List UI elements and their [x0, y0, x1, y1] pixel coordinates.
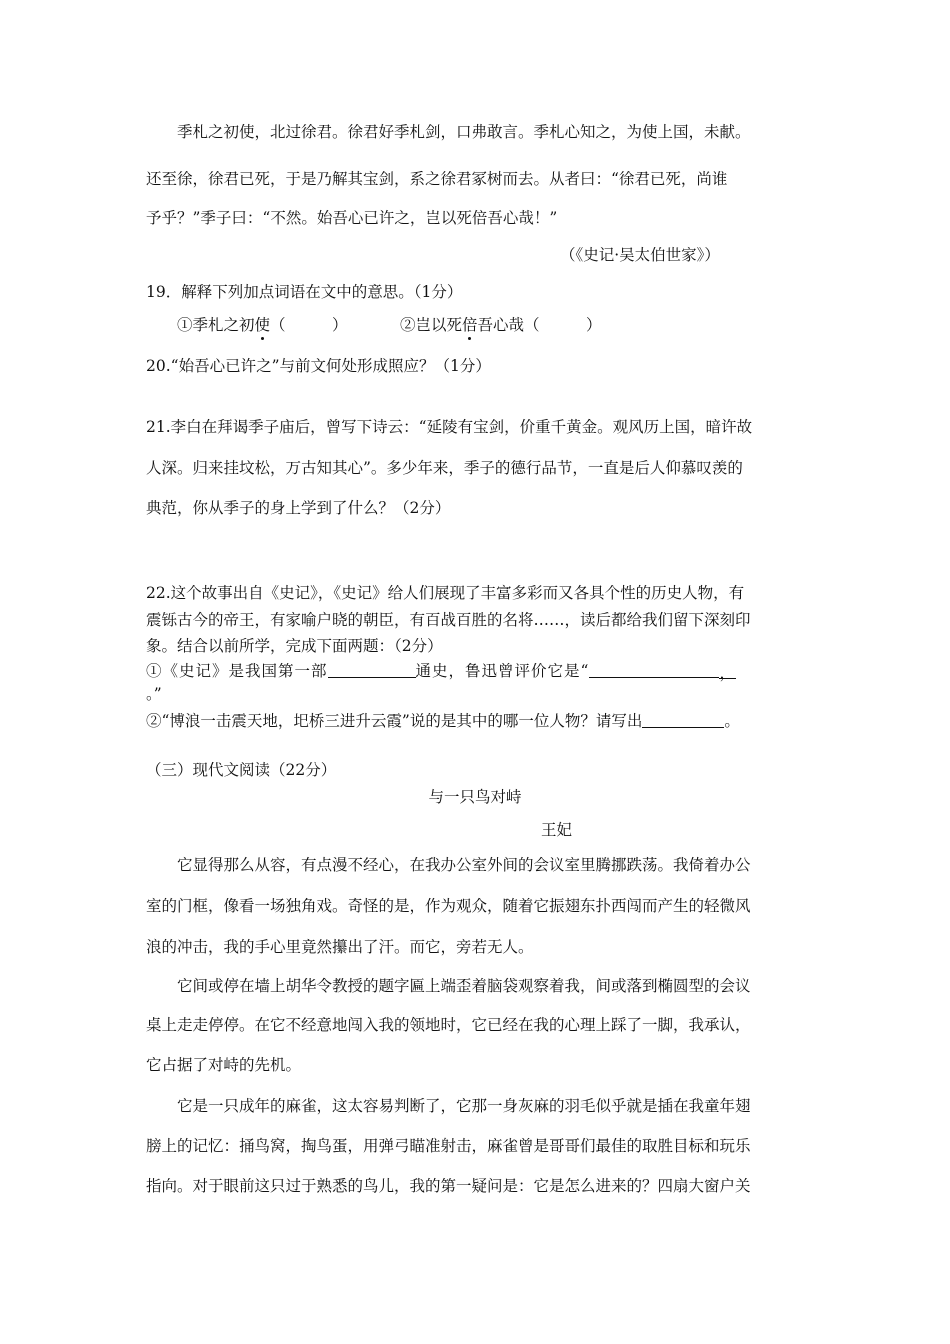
q22-item-2-blank[interactable]	[642, 712, 724, 728]
passage-source: （《史记·吴太伯世家》）	[560, 246, 720, 264]
q21-line-3: 典范，你从季子的身上学到了什么？（2分）	[146, 499, 451, 517]
q21-line-2: 人深。归来挂坟松，万古知其心”。多少年来，季子的德行品节，一直是后人仰慕叹羡的	[146, 459, 743, 477]
q22-line-1: 22.这个故事出自《史记》，《史记》给人们展现了丰富多彩而又各具个性的历史人物，有	[146, 584, 745, 602]
q22-item-1	[146, 661, 736, 681]
article-title: 与一只鸟对峙	[428, 788, 522, 806]
q21-line-1: 21.李白在拜谒季子庙后，曾写下诗云：“延陵有宝剑，价重千黄金。观风历上国，暗许故	[146, 418, 753, 436]
q19-item-1-dotted-word: 使	[254, 316, 271, 334]
q19-item-2-dotted-word: 倍	[462, 316, 478, 334]
q22-line-3: 象。结合以前所学，完成下面两题：（2分）	[146, 637, 443, 655]
q22-item-1-text-b: 通史，鲁迅曾评价它是“	[415, 662, 590, 680]
q19-item-2-text-rest: 吾心哉	[477, 316, 525, 334]
q22-line-2: 震铄古今的帝王，有家喻户晓的朝臣，有百战百胜的名将……，读后都给我们留下深刻印	[146, 611, 751, 629]
article-line-6: 它占据了对峙的先机。	[146, 1056, 302, 1074]
article-line-9: 指向。对于眼前这只过于熟悉的鸟儿，我的第一疑问是：它是怎么进来的？四扇大窗户关	[146, 1177, 751, 1195]
passage-line-1: 季札之初使，北过徐君。徐君好季札剑，口弗敢言。季札心知之，为使上国，未献。	[177, 123, 751, 141]
q19-item-2-answer-paren: （ ）	[524, 316, 602, 334]
q19-item-1-answer-paren: （ ）	[270, 316, 348, 334]
q22-item-1-blank-1[interactable]	[328, 662, 416, 678]
article-line-2: 室的门框，像看一场独角戏。奇怪的是，作为观众，随着它振翅东扑西闯而产生的轻微风	[146, 897, 751, 915]
q19-item-2-text: ②岂以死	[400, 316, 463, 334]
passage-line-3: 予乎？”季子曰：“不然。始吾心已许之，岂以死倍吾心哉！”	[146, 209, 558, 227]
q22-item-1-comma: ，	[719, 664, 736, 682]
q22-item-1-end: 。”	[146, 685, 162, 703]
q22-item-2-end: 。	[724, 712, 740, 730]
q19-stem: 19．解释下列加点词语在文中的意思。（1分）	[146, 283, 463, 301]
article-line-5: 桌上走走停停。在它不经意地闯入我的领地时，它已经在我的心理上踩了一脚，我承认，	[146, 1016, 751, 1034]
q19-item-2	[400, 315, 602, 335]
article-line-7: 它是一只成年的麻雀，这太容易判断了，它那一身灰麻的羽毛似乎就是插在我童年翅	[177, 1097, 751, 1115]
article-line-1: 它显得那么从容，有点漫不经心，在我办公室外间的会议室里腾挪跌荡。我倚着办公	[177, 856, 751, 874]
section-3-heading: （三）现代文阅读（22分）	[146, 761, 337, 779]
article-line-3: 浪的冲击，我的手心里竟然攥出了汗。而它，旁若无人。	[146, 938, 534, 956]
passage-line-2: 还至徐，徐君已死，于是乃解其宝剑，系之徐君冢树而去。从者曰：“徐君已死，尚谁	[146, 170, 728, 188]
q22-item-2	[146, 711, 740, 731]
article-line-8: 膀上的记忆：捅鸟窝，掏鸟蛋，用弹弓瞄准射击，麻雀曾是哥哥们最佳的取胜目标和玩乐	[146, 1137, 751, 1155]
q22-item-1-text-a: ①《史记》是我国第一部	[146, 662, 328, 680]
q20-stem: 20.“始吾心已许之”与前文何处形成照应？（1分）	[146, 357, 491, 375]
q22-item-1-blank-2[interactable]	[589, 662, 719, 678]
q19-item-1	[177, 315, 348, 335]
article-author: 王妃	[541, 821, 573, 839]
article-line-4: 它间或停在墙上胡华令教授的题字匾上端歪着脑袋观察着我，间或落到椭圆型的会议	[177, 977, 751, 995]
q19-item-1-text: ①季札之初	[177, 316, 255, 334]
q22-item-2-text: ②“博浪一击震天地，圯桥三进升云霞”说的是其中的哪一位人物？请写出	[146, 712, 643, 730]
